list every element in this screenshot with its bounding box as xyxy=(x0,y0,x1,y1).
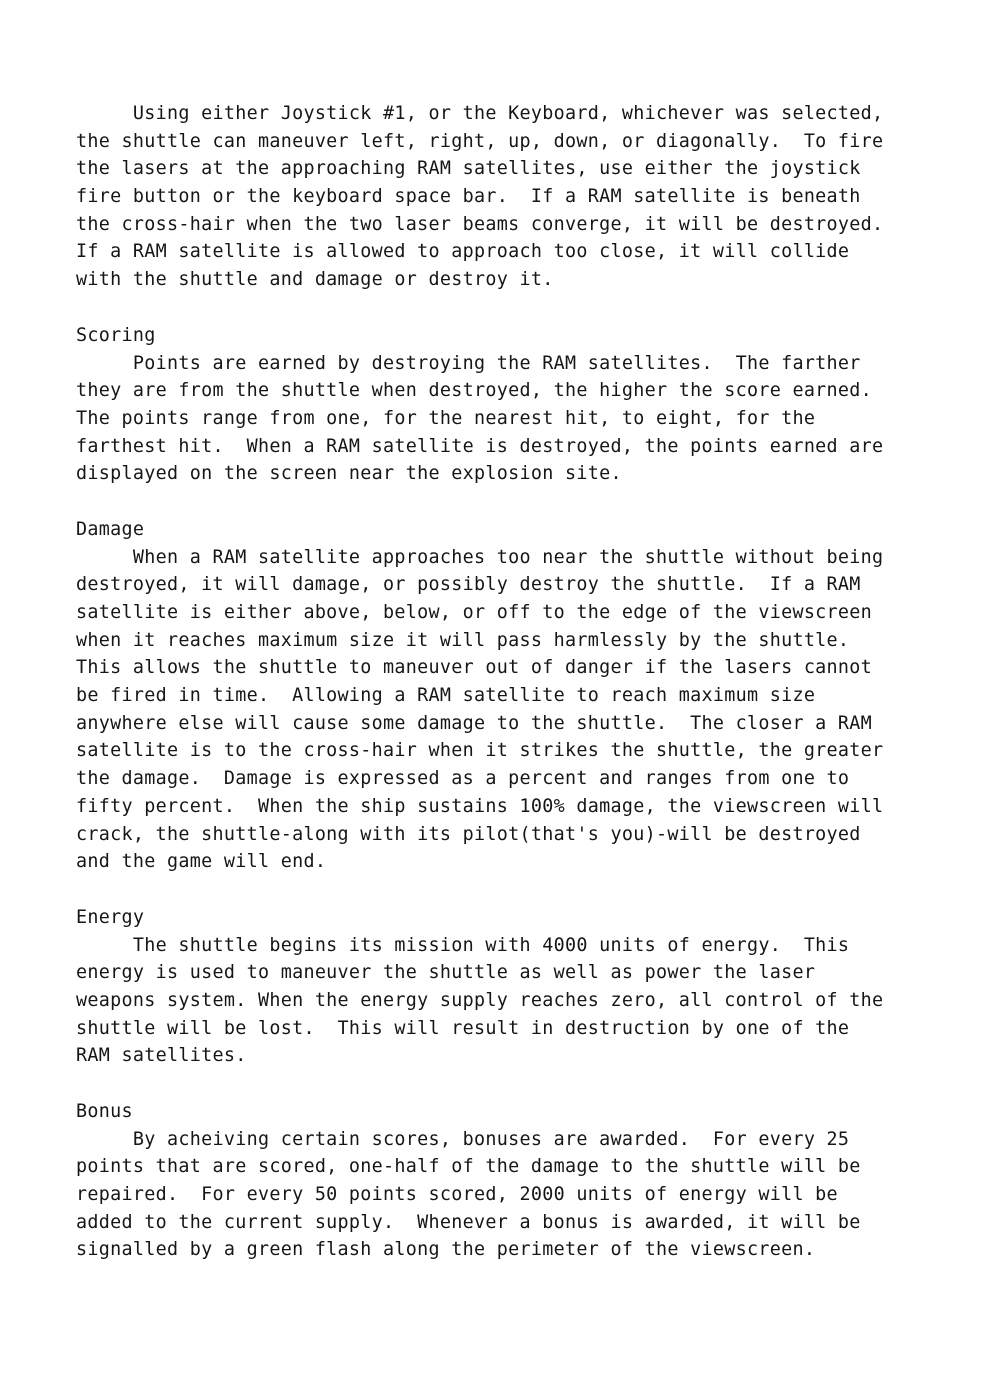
text-line: displayed on the screen near the explosion site. xyxy=(76,463,622,485)
text-line: RAM satellites. xyxy=(76,1045,247,1067)
text-line: the cross-hair when the two laser beams converge, it will be destroyed. xyxy=(76,213,884,235)
energy-section xyxy=(76,904,936,1070)
section-heading-damage: Damage xyxy=(76,518,145,540)
bonus-section xyxy=(76,1098,936,1264)
section-gap xyxy=(76,876,936,904)
text-line: satellite is to the cross-hair when it strikes the shuttle, the greater xyxy=(76,740,884,762)
text-line: When a RAM satellite approaches too near the shuttle without being xyxy=(76,546,884,568)
text-line: energy is used to maneuver the shuttle as well as power the laser xyxy=(76,962,816,984)
text-line: The shuttle begins its mission with 4000 units of energy. This xyxy=(76,934,850,956)
text-line: added to the current supply. Whenever a bonus is awarded, it will be xyxy=(76,1211,861,1233)
section-heading-bonus: Bonus xyxy=(76,1101,133,1122)
text-line: the damage. Damage is expressed as a percent and ranges from one to xyxy=(76,768,850,790)
scoring-section xyxy=(76,322,936,488)
text-line: destroyed, it will damage, or possibly destroy the shuttle. If a RAM xyxy=(76,574,861,596)
text-line: signalled by a green flash along the perimeter of the viewscreen. xyxy=(76,1239,816,1261)
section-gap xyxy=(76,294,936,322)
text-line: shuttle will be lost. This will result in destruction by one of the xyxy=(76,1017,850,1039)
text-line: By acheiving certain scores, bonuses are awarded. For every 25 xyxy=(76,1128,850,1150)
text-line: points that are scored, one-half of the damage to the shuttle will be xyxy=(76,1156,861,1178)
text-line: with the shuttle and damage or destroy it. xyxy=(76,269,554,291)
text-line: the lasers at the approaching RAM satellites, use either the joystick xyxy=(76,158,861,180)
text-line: fifty percent. When the ship sustains 100% damage, the viewscreen will xyxy=(76,795,884,817)
section-heading-scoring: Scoring xyxy=(76,324,156,346)
text-line: This allows the shuttle to maneuver out of danger if the lasers cannot xyxy=(76,657,873,679)
text-line: Points are earned by destroying the RAM satellites. The farther xyxy=(76,352,861,374)
text-line: satellite is either above, below, or off to the edge of the viewscreen xyxy=(76,602,873,623)
section-heading-energy: Energy xyxy=(76,906,145,928)
text-line: The points range from one, for the nearest hit, to eight, for the xyxy=(76,407,816,429)
text-line: crack, the shuttle-along with its pilot(that's you)-will be destroyed xyxy=(76,823,861,845)
intro-paragraph xyxy=(76,100,936,294)
text-line: when it reaches maximum size it will pass harmlessly by the shuttle. xyxy=(76,629,850,651)
text-line: fire button or the keyboard space bar. If a RAM satellite is beneath xyxy=(76,186,861,208)
section-gap xyxy=(76,488,936,516)
text-line: If a RAM satellite is allowed to approach too close, it will collide xyxy=(76,241,850,263)
section-gap xyxy=(76,1070,936,1098)
text-line: repaired. For every 50 points scored, 2000 units of energy will be xyxy=(76,1184,838,1206)
text-line: anywhere else will cause some damage to the shuttle. The closer a RAM xyxy=(76,712,873,734)
text-line: and the game will end. xyxy=(76,851,327,873)
text-line: weapons system. When the energy supply reaches zero, all control of the xyxy=(76,989,884,1011)
damage-section xyxy=(76,516,936,876)
manual-text xyxy=(76,100,936,1264)
text-line: farthest hit. When a RAM satellite is destroyed, the points earned are xyxy=(76,435,884,457)
text-line: they are from the shuttle when destroyed, the higher the score earned. xyxy=(76,380,873,402)
text-line: Using either Joystick #1, or the Keyboard, whichever was selected, xyxy=(76,103,884,124)
text-line: be fired in time. Allowing a RAM satellite to reach maximum size xyxy=(76,685,816,707)
text-line: the shuttle can maneuver left, right, up, down, or diagonally. To fire xyxy=(76,130,884,152)
